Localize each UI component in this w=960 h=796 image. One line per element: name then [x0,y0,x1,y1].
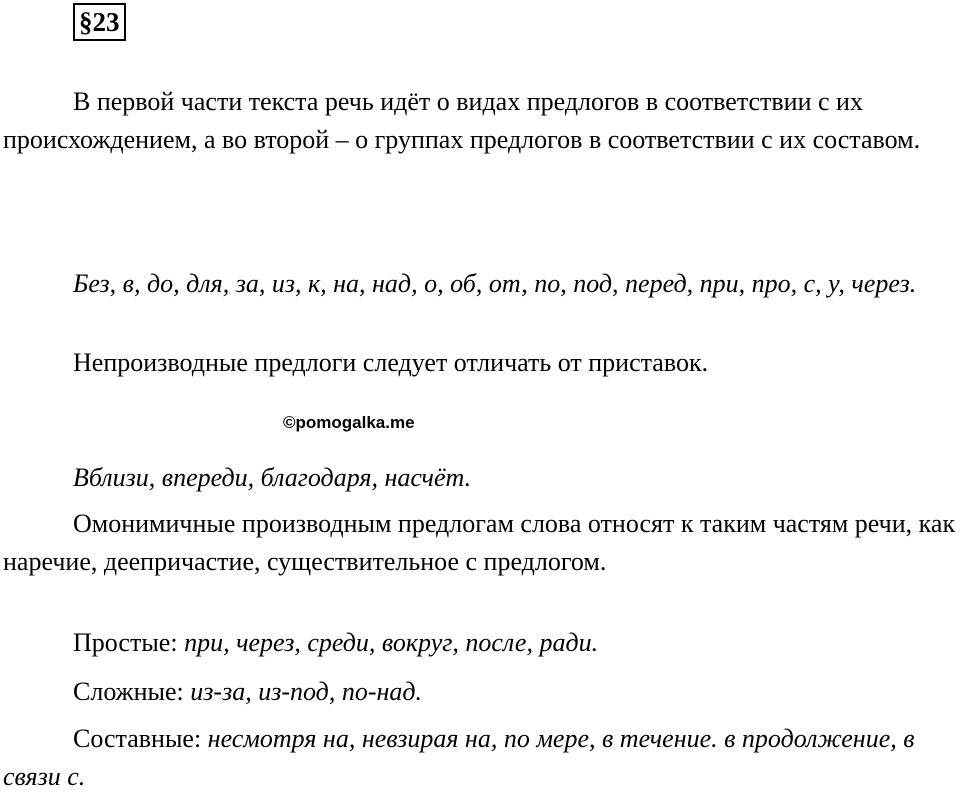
watermark: ©pomogalka.me [283,413,415,432]
group-compound-label: Составные: [73,724,202,753]
section-number: §23 [73,3,126,41]
group-complex [3,673,958,711]
group-complex-examples: из-за, из-под, по-над. [190,677,423,706]
paragraph-nonderivative-prepositions-list: Без, в, до, для, за, из, к, на, над, о, об, от, по, под, перед, при, про, с, у, через. [73,269,917,298]
group-complex-label: Сложные: [73,677,184,706]
paragraph-derivative-prepositions-list: Вблизи, впереди, благодаря, насчёт. [73,463,472,492]
paragraph-homonymous-words: Омонимичные производным предлогам слова относят к таким частям речи, как наречие, деепричастие, существительное с предлогом. [3,509,956,576]
paragraph-prefix-distinction: Непроизводные предлоги следует отличать от приставок. [73,348,709,377]
group-simple [3,624,958,662]
paragraph-origin-and-composition: В первой части текста речь идёт о видах предлогов в соответствии с их происхождением, а во второй – о группах предлогов в соответствии с их составом. [3,87,921,154]
group-compound-examples: несмотря на, невзирая на, по мере, в течение. в продолжение, в связи с. [3,724,915,791]
group-compound [3,720,958,796]
group-simple-examples: при, через, среди, вокруг, после, ради. [184,628,599,657]
group-simple-label: Простые: [73,628,178,657]
